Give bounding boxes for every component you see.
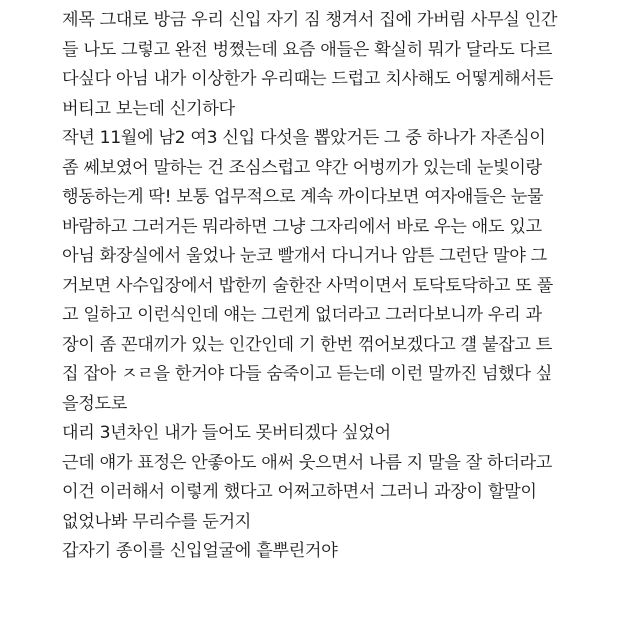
post-text-line: 대리 3년차인 내가 들어도 못버티겠다 싶었어: [62, 423, 391, 443]
post-text-line: 장이 좀 꼰대끼가 있는 인간인데 기 한번 꺾어보겠다고 걜 붙잡고 트: [62, 334, 552, 355]
post-text-line: 집 잡아 ㅈㄹ을 한거야 다들 숨죽이고 듣는데 이런 말까진 넘했다 싶: [62, 364, 552, 384]
post-text-line: 바람하고 그러거든 뭐라하면 그냥 그자리에서 바로 우는 애도 있고: [62, 216, 542, 237]
post-text-line: 제목 그대로 방금 우리 신입 자기 짐 챙겨서 집에 가버림 사무실 인간: [62, 10, 558, 30]
post-text-line: 근데 얘가 표정은 안좋아도 애써 웃으면서 나름 지 말을 잘 하더라고: [62, 452, 552, 473]
post-text-line: 작년 11월에 남2 여3 신입 다섯을 뽑았거든 그 중 하나가 자존심이: [62, 128, 546, 148]
post-text-line: 들 나도 그렇고 완전 벙쪘는데 요즘 애들은 확실히 뭐가 달라도 다르: [62, 39, 552, 60]
post-text-line: 갑자기 종이를 신입얼굴에 흩뿌린거야: [62, 541, 338, 561]
post-text-line: 행동하는게 딱! 보통 업무적으로 계속 까이다보면 여자애들은 눈물: [62, 187, 544, 207]
post-text-line: 다싶다 아님 내가 이상한가 우리때는 드럽고 치사해도 어떻게해서든: [62, 69, 553, 89]
post-text-line: 고 일하고 이런식인데 얘는 그런게 없더라고 그러다보니까 우리 과: [62, 305, 542, 325]
post-text-line: 아님 화장실에서 울었나 눈코 빨개서 다니거나 암튼 그런단 말야 그: [62, 246, 547, 266]
post-body: [62, 6, 622, 567]
post-text-line: 을정도로: [62, 393, 128, 414]
post-text-line: 좀 쎄보였어 말하는 건 조심스럽고 약간 어벙끼가 있는데 눈빛이랑: [62, 157, 542, 178]
post-text-line: 이건 이러해서 이렇게 했다고 어쩌고하면서 그러니 과장이 할말이: [62, 482, 537, 502]
post-text-line: 거보면 사수입장에서 밥한끼 술한잔 사먹이면서 토닥토닥하고 또 풀: [62, 275, 553, 296]
post-text-line: 버티고 보는데 신기하다: [62, 98, 235, 119]
post-text-line: 없었나봐 무리수를 둔거지: [62, 511, 252, 532]
